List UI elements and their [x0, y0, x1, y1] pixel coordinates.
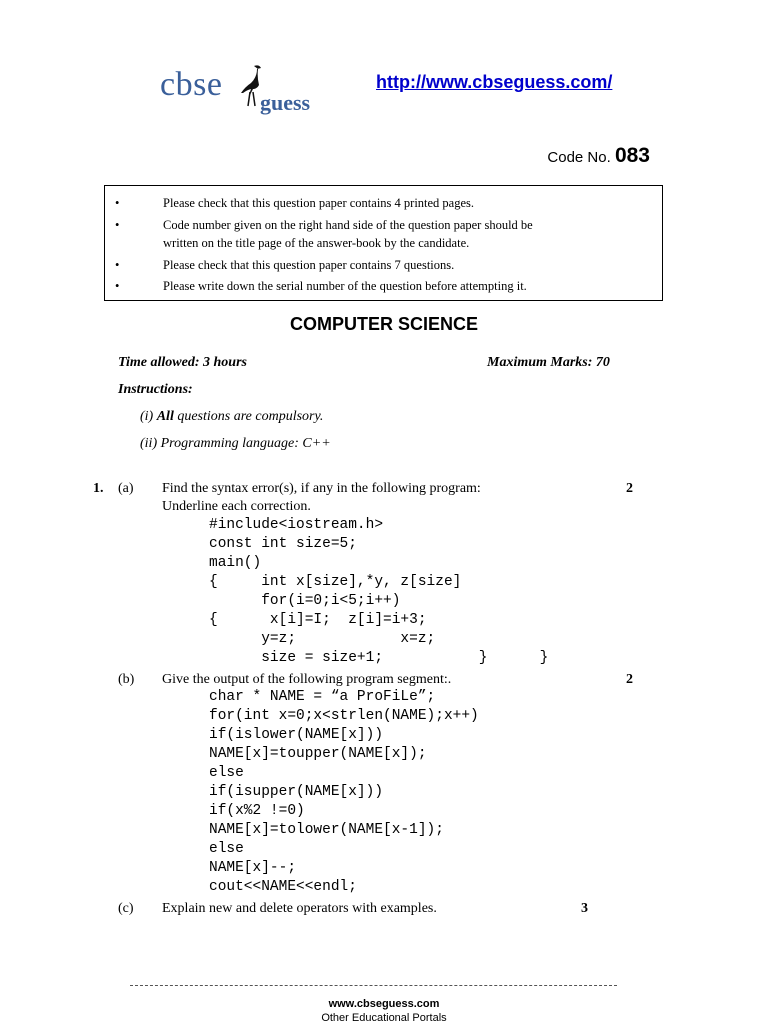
- code-line: if(isupper(NAME[x])): [209, 784, 384, 800]
- code-value: 083: [614, 144, 650, 167]
- subject-title: COMPUTER SCIENCE: [289, 314, 478, 334]
- cbseguess-logo: [160, 60, 330, 120]
- part-a-text: Find the syntax error(s), if any in the following program:: [162, 481, 481, 496]
- code-line: else: [209, 765, 244, 781]
- code-number: [547, 144, 650, 168]
- footer-site[interactable]: www.cbseguess.com: [328, 998, 440, 1010]
- code-line: #include<iostream.h>: [209, 517, 384, 533]
- instructions-heading: Instructions:: [118, 382, 193, 397]
- code-line: NAME[x]=tolower(NAME[x-1]);: [209, 822, 444, 838]
- code-line: NAME[x]--;: [209, 860, 297, 876]
- code-line: if(islower(NAME[x])): [209, 727, 384, 743]
- logo-guess-text: guess: [260, 90, 311, 115]
- footer-divider: [130, 985, 617, 986]
- bullet-icon: •: [115, 258, 120, 272]
- notice-box: • Please check that this question paper contains 4 printed pages. • Code number given on the right hand side of the question paper should be written on the title page of the answer-book by the candidate. • Please check that this question paper contains 7 questions. • Please write down the serial number of the question before attempting it.: [104, 185, 663, 301]
- bullet-icon: •: [115, 196, 120, 210]
- code-line: NAME[x]=toupper(NAME[x]);: [209, 746, 427, 762]
- maximum-marks: Maximum Marks: 70: [487, 355, 610, 370]
- logo-cbse-text: cbse: [160, 66, 223, 103]
- part-c-marks: 3: [581, 901, 588, 916]
- code-line: size = size+1; } }: [209, 650, 549, 666]
- part-b-text: Give the output of the following program segment:.: [162, 672, 452, 687]
- footer-portals: Other Educational Portals: [321, 1012, 447, 1024]
- code-line: cout<<NAME<<endl;: [209, 879, 357, 895]
- bullet-icon: •: [115, 218, 120, 232]
- part-a-label: (a): [118, 481, 134, 496]
- bullet-icon: •: [115, 279, 120, 293]
- code-line: const int size=5;: [209, 536, 357, 552]
- code-line: { int x[size],*y, z[size]: [209, 574, 462, 590]
- code-line: { x[i]=I; z[i]=i+3;: [209, 612, 427, 628]
- time-allowed: Time allowed: 3 hours: [118, 355, 247, 370]
- site-url-link[interactable]: http://www.cbseguess.com/: [376, 72, 613, 92]
- part-b-label: (b): [118, 672, 135, 687]
- part-c-label: (c): [118, 901, 134, 916]
- code-label: Code No.: [547, 149, 615, 166]
- question-number: 1.: [93, 481, 104, 496]
- code-line: else: [209, 841, 244, 857]
- instruction-1: (i) All questions are compulsory.: [140, 409, 324, 424]
- part-a-marks: 2: [626, 481, 633, 496]
- code-line: y=z; x=z;: [209, 631, 436, 647]
- code-line: for(int x=0;x<strlen(NAME);x++): [209, 708, 479, 724]
- code-line: if(x%2 !=0): [209, 803, 305, 819]
- instruction-2: (ii) Programming language: C++: [140, 436, 331, 451]
- part-c-text: Explain new and delete operators with examples.: [162, 901, 437, 916]
- part-b-marks: 2: [626, 672, 633, 687]
- code-line: for(i=0;i<5;i++): [209, 593, 401, 609]
- part-a-text-2: Underline each correction.: [162, 499, 311, 514]
- code-line: main(): [209, 555, 262, 571]
- code-line: char * NAME = “a ProFiLe”;: [209, 689, 436, 705]
